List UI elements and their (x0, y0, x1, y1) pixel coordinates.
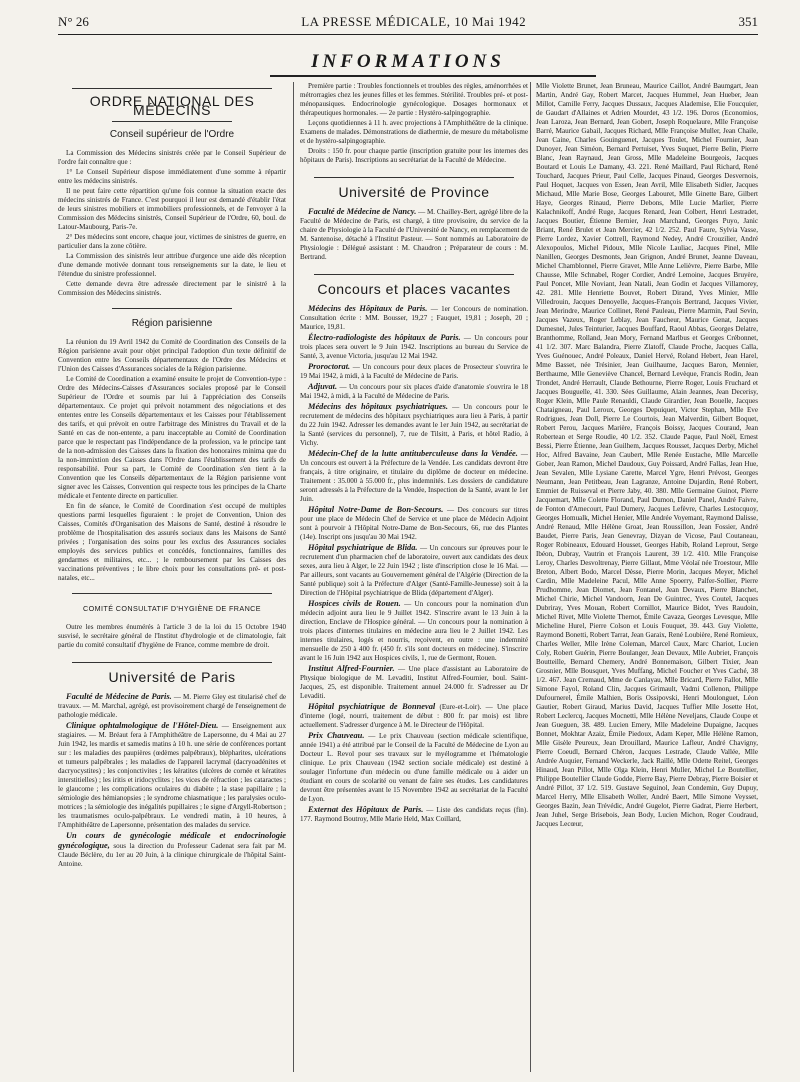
column-2 (300, 82, 528, 1072)
heading-concours: Concours et places vacantes (317, 281, 511, 297)
entry-title: Un cours de gynécologie médicale et endocrinologie gynécologique, (58, 831, 286, 850)
entry-title: Externat des Hôpitaux de Paris. (308, 805, 424, 814)
paragraph: La Commission des sinistrés leur attribue d'urgence une aide dès réception d'une demande motivée donnant tous renseignements sur la date, le lieu et l'étendue du sinistre professionnel. (58, 252, 286, 278)
entry-text: — M. Chailley-Bert, agrégé libre de la Faculté de Médecine de Paris, est chargé, à titre provisoire, du service de la chaire de Physiologie à la Faculté de l'Université de Nancy, en remplacement de M. Santenoise, détaché à l'Institut Pasteur. — Sont nommés au Laboratoire de Physiologie : Délégué assistant : M. Chaudron ; Préparateur de cours : M. Bertrand. (300, 208, 528, 261)
paragraph: La réunion du 19 Avril 1942 du Comité de Coordination des Conseils de la Région parisienne avait pour objet principal l'adoption d'un texte définitif de Convention entre les Conseils départementaux de l'Ordre des Médecins et l'Union des Caisses d'Assurances sociales de la Région parisienne. (58, 338, 286, 373)
paragraph: Il ne peut faire cette répartition qu'une fois connue la situation exacte des médecins sinistrés de France. C'est pourquoi il leur est demandé d'établir l'état de leurs sinistres mobiliers et immobiliers professionnels, et de l'envoyer à la Commission des Médecins sinistrés, Conseil Supérieur de l'Ordre, 60, boul. de Latour-Maubourg, Paris-7e. (58, 187, 286, 231)
entry-title: Proroctorat. (308, 362, 351, 371)
entry-title: Institut Alfred-Fournier. (308, 664, 395, 673)
column-3 (536, 82, 758, 1072)
entry-title: Hôpital psychiatrique de Blida. (308, 543, 418, 552)
column-1 (58, 82, 286, 1072)
rule (314, 274, 514, 275)
issue-number: N° 26 (58, 14, 89, 29)
entry-title: Électro-radiologiste des hôpitaux de Paris. (308, 333, 461, 342)
paragraph: En fin de séance, le Comité de Coordination s'est occupé de multiples questions parmi lesquelles figuraient : le projet de Convention, Union des Caisses, Comités d'Organisation des Maisons de Santé, destiné à résoudre le problème de l'hospitalisation des assurés sociaux dans les Maisons de Santé privées ; l'organisation des soins pour les exclus des Assurances sociales employés des services publics et concédés, fonctionnaires, familles des gendarmes et militaires, etc... ; le remboursement par les Caisses des vaccinations préventives ; le libre choix pour les consultations pré- et post-natales, etc... (58, 502, 286, 582)
paragraph: 1° Le Conseil Supérieur dispose immédiatement d'une somme à répartir entre les médecins sinistrés. (58, 168, 286, 185)
running-head (58, 14, 758, 32)
entry-text: — Un concours pour le recrutement de médecins des hôpitaux psychiatriques aura lieu à Paris, à partir du 22 Juin 1942. Adresser les demandes avant le 1er Juin 1942, au secrétariat de la Santé (services du personnel), 7, rue de Tilsitt, à Paris, et hôtel Radio, à Vichy. (300, 403, 528, 447)
paragraph: Cette demande devra être adressée directement par le sinistré à la Commission des Médecins sinistrés. (58, 280, 286, 297)
entry-text: (Eure-et-Loir). — Une place d'interne (logé, nourri, traitement de début : 800 fr. par mois) est libre actuellement. S'adresser d'urgence à M. le Directeur de l'Hôpital. (300, 703, 528, 729)
entry-title: Faculté de Médecine de Paris. (66, 692, 172, 701)
entry-title: Hospices civils de Rouen. (308, 599, 401, 608)
entry-title: Médecins des hôpitaux psychiatriques. (308, 402, 449, 411)
entry-title: Adjuvat. (308, 382, 338, 391)
rule (72, 593, 272, 594)
entry-text: — Un concours pour six places d'aide d'anatomie s'ouvrira le 18 Mai 1942, à midi, à la Faculté de Médecine de Paris. (300, 383, 528, 400)
entry-title: Faculté de Médecine de Nancy. (308, 207, 417, 216)
rule (112, 308, 232, 309)
entry-text: — Un concours pour deux places de Prosecteur s'ouvrira le 19 Mai 1942, à midi, à la Faculté de Médecine de Paris. (300, 363, 528, 380)
entry-text: — Un concours sur épreuves pour le recrutement d'un pharmacien chef de laboratoire, ouvert aux candidats des deux sexes, aura lieu à Alger, le 22 Juin 1942 ; liste d'inscription close le 16 Mai. — Par ailleurs, sont vacants au Gouvernement général de l'Algérie (Direction de la Santé publique) soit à la Préfecture d'Alger (Santé-Famille-Jeunesse) soit à la Direction de l'Hôpital psychiatrique de Blida (département d'Alger). (300, 544, 528, 597)
entry-title: Clinique ophtalmologique de l'Hôtel-Dieu. (66, 721, 219, 730)
header-rule (58, 34, 758, 35)
paragraph: Outre les membres énumérés à l'article 3 de la loi du 15 Octobre 1940 susvisé, le secrétaire général de l'Institut d'hydrologie et de climatologie, fait partie du comité consultatif d'hygiène de France, comme membre de droit. (58, 623, 286, 649)
entry-text: — Un concours pour la nomination d'un médecin adjoint aura lieu le 9 Juillet 1942. S'inscrire avant le 13 Juin à la direction, Enclave de l'Hospice général. — Un concours pour la nomination à trois places d'internes titulaires en médecine aura lieu le 2 Juillet 1942. Les internes titulaires, logés et nourris, reçoivent, en outre : une indemnité mensuelle de 250 à 400 fr. (450 fr. s'ils sont docteurs en médecine). S'inscrire avant le 16 Juin 1942 aux Hospices civils, 1, rue de Germont, Rouen. (300, 600, 528, 662)
rule (72, 88, 272, 89)
paragraph: Droits : 150 fr. pour chaque partie (inscription gratuite pour les internes des hôpitaux de Paris). Inscriptions au secrétariat de la Faculté de Médecine. (300, 147, 528, 164)
entry-title: Prix Chauveau. (308, 731, 365, 740)
entry-text: — Enseignement aux stagiaires. — M. Bréaut fera à l'Amphithéâtre de Lapersonne, du 4 Mai au 27 Juin 1942, les mardis et samedis matins à 10 h. une série de conférences portant sur : les maladies des paupières (œdèmes palpébraux), blépharites, ulcérations et tumeurs palpébrales ; les maladies de l'appareil lacrymal (dacryoadénites et dacryocystites) ; les conjonctivites ; les kératites (ulcères de cornée et kératites interstitielles) ; les iritis et iridocyclites ; les vices de réfraction ; les cataractes ; le glaucome ; les complications oculaires du diabète ; la stase papillaire ; la sémiologie des hémianopsies ; le syndrome chiasmatique ; les paralysies oculo-motrices ; la sémiologie des inégalités pupillaires ; le signe d'Argyll-Robertson ; les traumatismes oculo-palpébraux. Le vendredi matin, à 10 heures, à l'Amphithéâtre de Lapersonne, présentation des malades du service. (58, 722, 286, 829)
column-divider (293, 82, 294, 1072)
rule (72, 662, 272, 663)
entry-text: — Des concours sur titres pour une place de Médecin Chef de Service et une place de Médecin Adjoint sont à pourvoir à l'Hôpital Notre-Dame de Bon-Secours, 66, rue des Plantes (14e). Inscript ons jusqu'au 30 Mai 1942. (300, 506, 528, 541)
paragraph: 2° Des médecins sont encore, chaque jour, victimes de sinistres de guerre, en particulier dans la zone côtière. (58, 233, 286, 250)
heading-universite-province: Université de Province (338, 184, 490, 200)
entry-title: Médecin-Chef de la lutte antituberculeuse dans la Vendée. (308, 449, 518, 458)
paragraph: Première partie : Troubles fonctionnels et troubles des règles, aménorrhées et métrorragies chez les jeunes filles et les femmes. Stérilité. Troubles pré- et post-ménopausiques. Endocrinologie gynécologique. Dosages hormonaux et thérapeutiques hormonales. — 2e partie : Hystéro-salpingographie. (300, 82, 528, 117)
entry-text: — Liste des candidats reçus (fin). 177. Raymond Boutroy, Mlle Marie Held, Max Coillard, (300, 806, 528, 823)
entry-text: sous la direction du Professeur Cadenat sera fait par M. Claude Béclère, du 1er au 20 Juin, à la clinique chirurgicale de l'hôpital Saint-Antoine. (58, 842, 286, 868)
paragraph: La Commission des Médecins sinistrés créée par le Conseil Supérieur de l'ordre fait connaître que : (58, 149, 286, 166)
entry-text: — M. Pierre Gley est titularisé chef de travaux. — M. Marchal, agrégé, est provisoirement chargé de l'enseignement de pathologie médicale. (58, 693, 286, 719)
column-divider (530, 82, 531, 1072)
entry-text: — Une place d'assistant au Laboratoire de Physique biologique de M. Levaditi, Institut Alfred-Fournier, boul. Saint-Jacques, 25, est disponible. Traitement annuel 24.000 fr. S'adresser au Dr Levaditi. (300, 665, 528, 700)
paragraph: Le Comité de Coordination a examiné ensuite le projet de Convention-type : Ordre des Médecins-Caisses d'Assurances sociales proposé par le Conseil Supérieur de l'Ordre et soumis par lui à l'appréciation des Conseils départementaux. Ce projet qui prévoit notamment des négociations et des ententes entre les Conseils départementaux et les Caisses pour l'établissement des tarifs, et qui prévoit en outre l'arbitrage des Ministres du Travail et de la Santé en cas de non-entente, a paru inacceptable au Comité de Coordination parce que le respectant pas l'indépendance de la profession, va le principe tant de la non-admission des Caisses dans la fixation des honoraires minima que du la non-immixtion des Caisses dans l'Ordre dans l'établissement des tarifs de responsabilité. Pour sa part, le Comité de Coordination s'en tient à la Convention que les Conseils départementaux de la Région parisienne vont signer avec les Caisses, Convention qui respecte tous les principes de la Charte médicale et l'entente directe en particulier. (58, 375, 286, 500)
heading-universite-paris: Université de Paris (108, 669, 236, 685)
entry-text: — Un concours est ouvert à la Préfecture de la Vendée. Les candidats devront être français, à titre originaire, et titulaire du diplôme de docteur en médecine. Traitement : 35.000 à 55.000 fr., plus indemnités. Les dossiers de candidature seront adressés à la Préfecture de la Vendée, Inspection de la Santé, avant le 1er Juin. (300, 450, 528, 503)
entry-title: Médecins des Hôpitaux de Paris. (308, 304, 428, 313)
heading-ordre-national: ORDRE NATIONAL DES MÉDECINS (89, 93, 255, 118)
section-title: INFORMATIONS (311, 51, 505, 72)
heading-region-parisienne: Région parisienne (131, 318, 213, 329)
entry-title: Hôpital Notre-Dame de Bon-Secours. (308, 505, 444, 514)
journal-title: LA PRESSE MÉDICALE, 10 Mai 1942 (301, 14, 527, 29)
entry-text: — 1er Concours de nomination. Consultation écrite : MM. Bousser, 19,27 ; Fauquet, 19,81 ; Joseph, 20 ; Maurice, 19,81. (300, 305, 528, 331)
section-title-rule (270, 75, 596, 77)
rule (112, 121, 232, 122)
entry-title: Hôpital psychiatrique de Bonneval (308, 702, 436, 711)
entry-text: — Le prix Chauveau (section médicale scientifique, année 1941) a été attribué par le Conseil de la Faculté de Médecine de Lyon au Docteur L. Revol pour ses travaux sur le myélogramme et l'hématologie clinique. Le prix Chauveau (1942 section sociale médicale) est destiné à soulager l'infortune d'un médecin ou d'une famille médicale ou à aider un étudiant en cours de scolarité ou venant de faire ses études. Les candidatures devront être présentées avant le 15 Novembre 1942 au secrétariat de la Faculté de Lyon. (300, 732, 528, 803)
externat-candidate-list: Mlle Violette Brunet, Jean Bruneau, Maurice Caillot, André Baumgart, Jean Martin, André Gay, Robert Marcet, Jacques Hummel, Jean Hueber, Jean Millot, Camille Ferry, Jacques Dussaux, Jacques Alademise, Elie Foucquier, de Gaudart d'Allaines et Adrien Mourdet, 43 1/2. 196. Doros (Economios, Jean Laroza, Jean Bernard, Jean Gobert, Joseph Roquelaure, Mlle Françoise Barré, Maurice Gabail, Jacques Richard, Mlle Françoise Muller, Jean Chaile, Jean Caine, Charles Gouinguenet, Jacques Toulet, Michel Fournier, Jean Dunoyer, Jean Siméon, Bernard Pertuiset, Yves Suquet, Pierre Belin, Pierre Blanc, Jean Raynaud, Jean Gross, Mlle Madeleine Bourgeois, Jacques Boutard et Louis Le Damany, 43. 221. René Maillard, Paul Richard, René Touchard, Jacques Prieur, Paul Celle, Jacques Pinaud, Georges Desvernois, Paul Hoquet, Jacques von Essen, Jean Avril, Mlle Elisabeth Sidler, Jacques Michaud, Mlle Marie Bose, Georges Labouret, Mlle Ginette Bare, Gilbert Haye, Georges Rinaud, Pierre Debons, Mlle Lucie Marlier, Pierre Kalachnikoff, André Ruge, Jacques Renard, Jean Colbert, Henri Lestradet, Jacques Boutier, Étienne Bernier, Jean Marchand, Georges Puyo, Janic Briant, René Brulet et Jean Mercier, 42 1/2. 252. Paul Faure, Sylvia Vasse, Pierre Lordez, Xavier Cottrell, Raymond Nedey, André Crouzilier, André Alexopoulos, Michel Pidoux, Mlle Nicole Lauliac, Jacques Pinel, Mlle Nanillen, Georges Desmonts, Jean Grignon, André Brunet, Jeanne Daveau, Michel Chamblonnel, Pierre Gravet, Mlle Anne Lelièvre, Pierre Barbe, Mlle Chausse, Mlle Schnabel, Roger Cordier, André Lemoine, Jacques Bruyère, Paul Poncet, Mlle Noviant, Jean Natali, Jean Godin et Jacques Villamorey, 42. 281. Mlle Henriette Bouvet, Robert Dirand, Yves Minier, Mlle Villedrouin, Jacques Denoyelle, Jacques-François Bertrand, Jacques Vivier, Jean Merindre, Maurice Collinet, René Pauleau, Pierre Marmin, Paul Sevin, Jacques Vazeux, Roger Leblay, Jean Faucheur, Maurice Genat, Jacques Dumesnel, Jules Teinturier, Jacques Bouffard, Raoul Abbas, Georges Delatre, Branthomme, Rolland, Jean Mory, Fernand Marlbus et Georges Crébonnet, 41 1/2. 307. Marc Balandra, Pierre Zlatoff, Claude Proche, Jacques Calla, Yves Guénouec, André Poleaux, Daniel Hervé, Roland Hebert, Jean Harel, Mme Basset, née Trésinier, Jean Guilhaume, Jacques Baron, Mennier, Berthaume, Mlle Geneviève Chancel, Bernard Levèque, Francis Rodin, Jean Trondet, André Herrault, Claude Bethourne, Pierre Roger, Louis Fruchard et Jacques Bouguelle, 41. 330. Sées Guillaume, Alain Jeannes, Jean Decerisy, Roger Klein, Mlle Paule Renauldi, Claude Girardier, Jean Bouelle, Jacques Chataigneau, Paul Leroux, Georges Depuiquet, Victor Stephan, Mlle Eve Rodrigues, Jean Doll, Pierre Le Courtois, Jean Malverdin, Gilbert Boquet, Robert Perou, Jacques Marière, François Boissy, Jacques Couraud, Jean Robertean et Serge Roudie, 40 1/2. 352. Claude Paque, Paul Noël, Ernest Bessi, Pierre Étienne, Jean Guilhem, Jacques Rousset, Jacques Derby, Michel Hoc, Alfred Bavaine, Jean Caubert, Mlle Renée Eustache, Mlle Marcelle Gober, Jean Ramon, Michel Daudoux, Guy Poissard, André Fallas, Jean Hue, Jean Sevalen, Mlle Lysiane Carette, Marcel Ygre, Henri Prévost, Georges Neumann, Jean Petitbeau, Jean Lagranze, Antoine Dujardin, René Robert, Emmiet de Ruisseval et Pierre Jaby, 40. 380. Mlle Germaine Guinot, Pierre Jacquemart, Mlle Colette Florand, Paul Dumon, Daniel Panel, André Faivre, de Fonton d'Amecourt, Paul Dumery, Jacques Lefèvre, Charles Lestocquoy, Georges Homualk, Michel Henier, Mlle Andrée Voyemant, Raymond Dalisse, André Renaud, Mlle Hélène Groat, Jean Roussillon, Jean Fossier, André Baudet, Pierre Paris, Jean Genevray, Dizyan de Vicose, Paul Coutaneau, Roger Robineaux, Edouard Housset, Georges Habib, Roland Leprout, Serge Ibéon, Dubray, Vautrin et François Laurent, 39 1/2. 410. Mlle Françoise Leroy, Charles Desvoltrenay, Pierre Gillaut, Mme Véolaï née Troestour, Mlle Breton, Albert Bodo, Marcel Dèsse, Pierre Morin, Jacques Meyer, Michel Cardin, Mlle Madeleine Pacul, Mlle Anne Spoerry, Palfer-Sollier, Pierre Prudhomme, Jean Diomet, Jean Fontanel, Jean Devaux, Pierre Blanchet, Michel Chirie, Michel Vandoorn, Jean De Guintrec, Yves Coutel, Jacques Dubriray, Yves Mouan, Robert Cornillot, Maurice Bidot, Yves Raudoin, Michel Rivet, Mlle Violette Thernot, Émile Cavaza, Georges Levesque, Mlle Micheline Hurel, Pierre Colson et Louis Fouquet, 39. 443. Guy Violette, Raymond Bonetti, Robert Tarrat, Jean Garaix, René Loubière, René Romieux, Charles Weller, Mlle Irène Coleman, Marcel Caux, Marc Chariot, Lucien Coly, Robert Guérin, Pierre Boulanger, Jean Devaux, Mlle Aubriet, François Boutteille, Bernard Chemery, André Bonnemaison, Gilbert Tixier, Jean Grosnier, Mlle Bousquet, Yves Muffang, Michel Foucher et Yves Caché, 38 1/2. 467. Jean Cremaud, Mme de Canlayau, Mlle Bricard, Pierre Fallot, Mlle Simone Fayol, Roland Clin, Jacques Grimault, Vadmi Collenon, Philippe Dufournerel, Émile Malhien, Boris Ossipovski, Henri Moulonguet, Léon Gautier, Robert Giraud, Marius David, Jacques Tuffier Mlle Josette Hot, Robert Leclercq, Jacques Mocnetti, Mlle Hélène Neveljans, Claude Coupe et Jean Gueguen, 38. 489. Lucien Emery, Mlle Madeleine Dupaigne, Jacques Bonnet, Mokhtar Azaiz, Émile Piedoux, Adam Keper, Mlle Hélène Ramon, Mlle Gisèle Peureux, Jean Drouillard, Maurice Lafleur, André Chavigny, Pierre Coeudl, Bernard Chéron, Jacques Lestrade, Claude Vallée, Mlle Andrée Auquier, Fernand Weckerle, Jack Raillé, Mlle Odette Reitel, Georges Hinaud, Jean Pillot, Mlle Olga Klein, Henri Muller, Michel Le Boutellier, Philippe Boutellier Claude Godde, Pierre Bay, Pierre Debray, Pierre Boisier et André Pillot, 37 1/2. 519. Gustave Seguinol, Jean Condemin, Guy Dupuy, Marcel Herry, Mlle Elisabeth Woller, André Baert, Mlle Simone Veysset, Georges Bazin, Jean Trévédic, André Gugelot, Pierre Gadrat, Pierre Herbert, Jean Juhel, Serge Brisebois, Jean Body, Lucien Michon, Roger Coudraud, Jacques Lecœur, (536, 82, 758, 828)
page-number: 351 (738, 14, 758, 29)
paragraph: Leçons quotidiennes à 11 h. avec projections à l'Amphithéâtre de la clinique. Examens de malades. Démonstrations de diathermie, de mesure du métabolisme et de hystéro-salpingographie. (300, 119, 528, 145)
entry-text: — Un concours pour trois places sera ouvert le 9 Juin 1942. Inscriptions au bureau du Service de Santé, 3, avenue Victoria, jusqu'au 12 Mai 1942. (300, 334, 528, 360)
heading-comite-consultatif: COMITÉ CONSULTATIF D'HYGIÈNE DE FRANCE (83, 604, 261, 613)
rule (314, 177, 514, 178)
heading-conseil-superieur: Conseil supérieur de l'Ordre (109, 129, 235, 140)
